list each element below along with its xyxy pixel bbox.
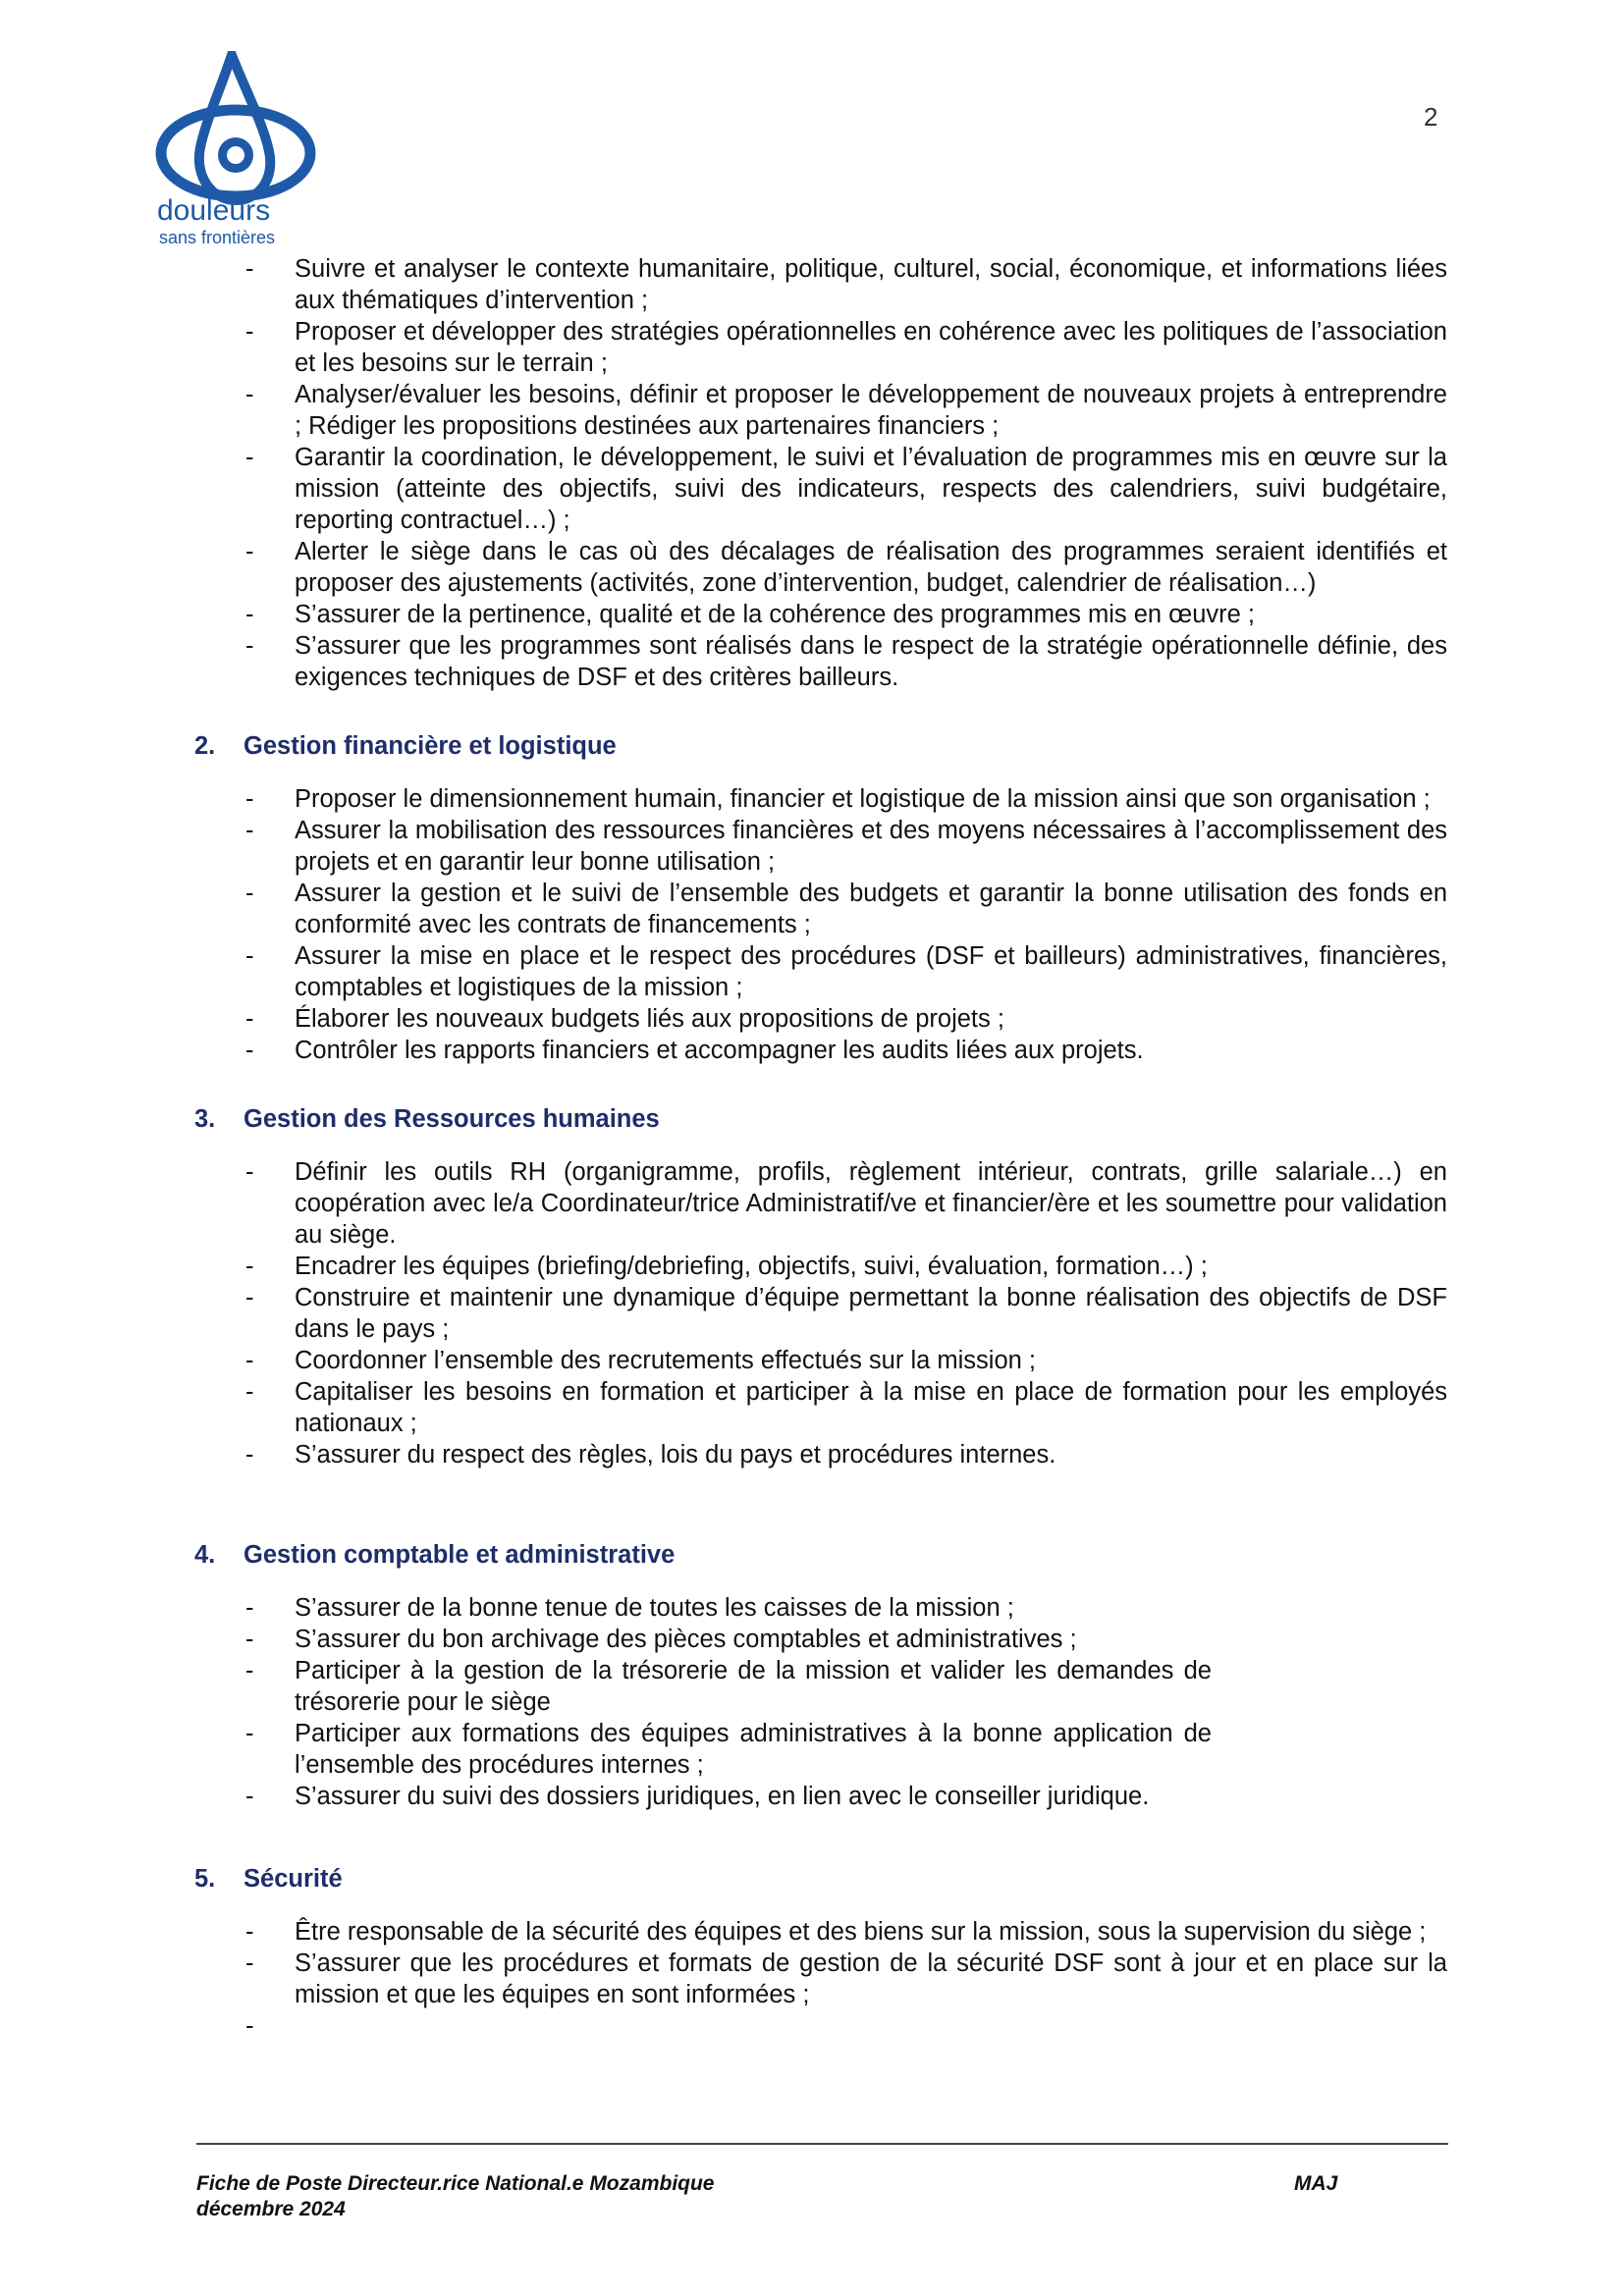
footer-divider — [196, 2143, 1448, 2145]
section-heading-finance: 2. Gestion financière et logistique — [194, 732, 617, 760]
list-item: - Construire et maintenir une dynamique d’équipe permettant la bonne réalisation des objectifs de DSF dans le pays ; — [245, 1284, 1447, 1343]
organization-logo — [155, 51, 324, 247]
list-item: - Proposer le dimensionnement humain, financier et logistique de la mission ainsi que son organisation ; — [245, 785, 1431, 813]
list-item: - S’assurer de la pertinence, qualité et de la cohérence des programmes mis en œuvre ; — [245, 601, 1255, 628]
finance-list — [0, 783, 1624, 1066]
list-item: - S’assurer du respect des règles, lois du pays et procédures internes. — [245, 1441, 1056, 1468]
list-item: - Assurer la mobilisation des ressources financières et des moyens nécessaires à l’accomplissement des projets et en garantir leur bonne utilisation ; — [245, 817, 1447, 876]
footer-document-title: Fiche de Poste Directeur.rice National.e Mozambique — [196, 2172, 715, 2195]
logo-text-main: douleurs — [157, 194, 271, 227]
accounting-list — [0, 1592, 1624, 1812]
list-item: - Capitaliser les besoins en formation et participer à la mise en place de formation pour les employés nationaux ; — [245, 1378, 1447, 1437]
footer-date: décembre 2024 — [196, 2198, 346, 2220]
list-item: - Coordonner l’ensemble des recrutements effectués sur la mission ; — [245, 1347, 1036, 1374]
list-item: - Élaborer les nouveaux budgets liés aux propositions de projets ; — [245, 1005, 1004, 1033]
list-item: - Encadrer les équipes (briefing/debriefing, objectifs, suivi, évaluation, formation…) ; — [245, 1253, 1208, 1280]
list-item: - S’assurer que les procédures et formats de gestion de la sécurité DSF sont à jour et en place sur la mission et que les équipes en sont informées ; — [245, 1949, 1447, 2008]
list-item: - Définir les outils RH (organigramme, profils, règlement intérieur, contrats, grille salariale…) en coopération avec le/a Coordinateur/trice Administratif/ve et financier/ère et les soumettre pour validation au siège. — [245, 1158, 1447, 1249]
list-item: - Participer aux formations des équipes administratives à la bonne application de l’ensemble des procédures internes ; — [245, 1720, 1212, 1779]
page-number: 2 — [1424, 102, 1438, 132]
list-item: - S’assurer du bon archivage des pièces comptables et administratives ; — [245, 1626, 1077, 1653]
list-item: - Être responsable de la sécurité des équipes et des biens sur la mission, sous la supervision du siège ; — [245, 1918, 1427, 1946]
section-heading-hr: 3. Gestion des Ressources humaines — [194, 1105, 660, 1133]
list-item: - Garantir la coordination, le développement, le suivi et l’évaluation de programmes mis en œuvre sur la mission (atteinte des objectifs, suivi des indicateurs, respects des calendriers, suivi budgétaire, reporting contractuel…) ; — [245, 444, 1447, 534]
list-item: - S’assurer de la bonne tenue de toutes les caisses de la mission ; — [245, 1594, 1014, 1622]
document-body — [0, 253, 1624, 2042]
list-item: - Contrôler les rapports financiers et accompagner les audits liées aux projets. — [245, 1037, 1144, 1064]
list-item: - Alerter le siège dans le cas où des décalages de réalisation des programmes seraient identifiés et proposer des ajustements (activités, zone d’intervention, budget, calendrier de réalisation…) — [245, 538, 1447, 597]
list-item: - S’assurer du suivi des dossiers juridiques, en lien avec le conseiller juridique. — [245, 1783, 1150, 1810]
list-item: - Assurer la mise en place et le respect des procédures (DSF et bailleurs) administratives, financières, comptables et logistiques de la mission ; — [245, 942, 1447, 1001]
list-item: - Suivre et analyser le contexte humanitaire, politique, culturel, social, économique, et informations liées aux thématiques d’intervention ; — [245, 255, 1447, 314]
section-heading-security: 5. Sécurité — [194, 1865, 343, 1893]
list-item: - Analyser/évaluer les besoins, définir et proposer le développement de nouveaux projets à entreprendre ; Rédiger les propositions destinées aux partenaires financiers ; — [245, 381, 1447, 440]
security-list — [0, 1916, 1624, 2042]
list-item: - Participer à la gestion de la trésorerie de la mission et valider les demandes de trésorerie pour le siège — [245, 1657, 1212, 1716]
list-item: - — [245, 2012, 254, 2040]
hr-list — [0, 1156, 1624, 1470]
logo-text-sub: sans frontières — [159, 228, 276, 247]
list-item: - S’assurer que les programmes sont réalisés dans le respect de la stratégie opérationnelle définie, des exigences techniques de DSF et des critères bailleurs. — [245, 632, 1447, 691]
section-heading-accounting: 4. Gestion comptable et administrative — [194, 1541, 676, 1569]
intro-list — [0, 253, 1624, 693]
list-item: - Assurer la gestion et le suivi de l’ensemble des budgets et garantir la bonne utilisation des fonds en conformité avec les contrats de financements ; — [245, 880, 1447, 938]
footer-maj: MAJ — [1294, 2172, 1338, 2195]
list-item: - Proposer et développer des stratégies opérationnelles en cohérence avec les politiques de l’association et les besoins sur le terrain ; — [245, 318, 1447, 377]
